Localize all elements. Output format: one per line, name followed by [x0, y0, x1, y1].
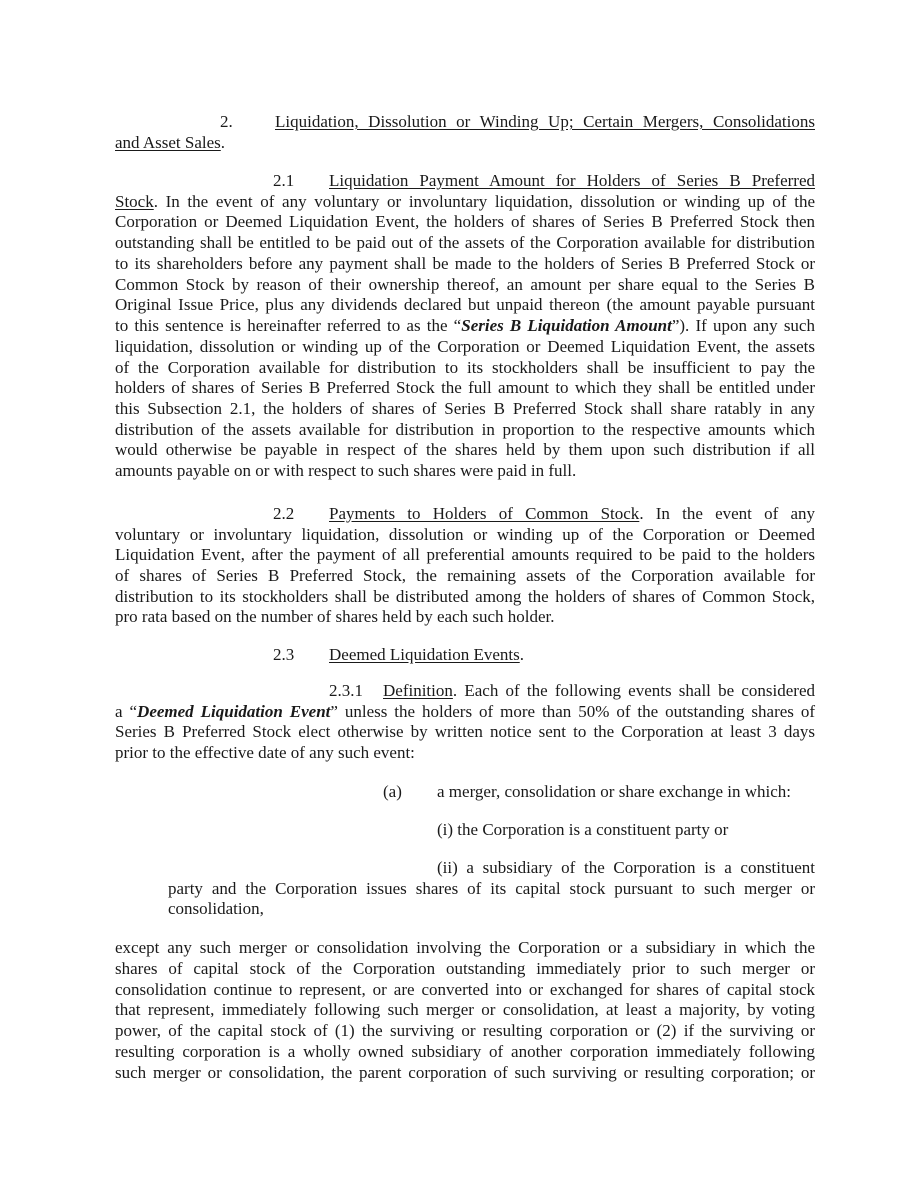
text: . Each of the following events shall be considered — [452, 681, 815, 700]
section-heading-text: and Asset Sales — [115, 133, 221, 152]
subclause-ii-cont: party and the Corporation issues shares of its capital stock pursuant to such merger or — [168, 879, 815, 898]
paragraph-line: except any such merger or consolidation involving the Corporation or a subsidiary in which the — [115, 938, 815, 957]
text: ”). If upon any such — [671, 316, 815, 335]
period: . — [519, 645, 524, 664]
subsection-number: 2.2 — [273, 504, 295, 523]
paragraph-line: Original Issue Price, plus any dividends declared but unpaid thereon (the amount payable pursuant — [115, 295, 815, 314]
paragraph-line: amounts payable on or with respect to such shares were paid in full. — [115, 461, 577, 480]
subsection-number: 2.3.1 — [329, 681, 363, 700]
paragraph-line: such merger or consolidation, the parent corporation of such surviving or resulting corporation; or — [115, 1063, 815, 1082]
text: a “ — [115, 702, 138, 721]
paragraph-line: liquidation, dissolution or winding up of the Corporation or Deemed Liquidation Event, the assets — [115, 337, 815, 356]
subsection-heading-cont: Stock — [115, 192, 154, 211]
paragraph-line: of the Corporation available for distribution to its stockholders shall be insufficient to pay the — [115, 358, 815, 377]
paragraph-line: would otherwise be payable in respect of the shares held by them upon such distribution if all — [115, 440, 815, 459]
defined-term: Deemed Liquidation Event — [137, 702, 331, 721]
paragraph-line: Liquidation Event, after the payment of all preferential amounts required to be paid to the holders — [115, 545, 815, 564]
paragraph-line: that represent, immediately following such merger or consolidation, at least a majority, by voting — [115, 1000, 815, 1019]
paragraph-line: this Subsection 2.1, the holders of shares of Series B Preferred Stock shall share ratably in any — [115, 399, 815, 418]
text: to this sentence is hereinafter referred to as the “ — [115, 316, 462, 335]
subclause-ii: (ii) a subsidiary of the Corporation is a constituent — [437, 858, 815, 877]
text: . In the event of any voluntary or involuntary liquidation, dissolution or winding up of the — [153, 192, 815, 211]
paragraph-line — [115, 191, 815, 213]
subsection-number: 2.1 — [273, 171, 295, 190]
defined-term: Series B Liquidation Amount — [461, 316, 672, 335]
paragraph-line: to its shareholders before any payment shall be made to the holders of Series B Preferred Stock or — [115, 254, 815, 273]
paragraph-line: outstanding shall be entitled to be paid out of the assets of the Corporation available for distribution — [115, 233, 815, 252]
paragraph-line: prior to the effective date of any such event: — [115, 743, 415, 762]
paragraph-line — [329, 503, 815, 525]
subclause-i: (i) the Corporation is a constituent party or — [437, 820, 729, 839]
paragraph-line: distribution to its stockholders shall be distributed among the holders of shares of Common Stock, — [115, 587, 815, 606]
paragraph-line: voluntary or involuntary liquidation, dissolution or winding up of the Corporation or Deemed — [115, 525, 815, 544]
paragraph-line: consolidation continue to represent, or are converted into or exchanged for shares of capital stock — [115, 980, 815, 999]
subsection-heading-line — [329, 644, 815, 666]
paragraph-line: of shares of Series B Preferred Stock, the remaining assets of the Corporation available for — [115, 566, 815, 585]
subsection-heading: Liquidation Payment Amount for Holders of Series B Preferred — [329, 171, 815, 190]
section-number: 2. — [220, 112, 233, 131]
period: . — [220, 133, 226, 152]
paragraph-line: pro rata based on the number of shares held by each such holder. — [115, 607, 555, 626]
paragraph-line: Series B Preferred Stock elect otherwise by written notice sent to the Corporation at least 3 days — [115, 722, 815, 741]
section-heading: Liquidation, Dissolution or Winding Up; Certain Mergers, Consolidations — [275, 112, 815, 131]
clause-label: (a) — [383, 782, 402, 801]
paragraph-line — [383, 680, 815, 702]
text: ” unless the holders of more than 50% of the outstanding shares of — [330, 702, 815, 721]
paragraph-line: distribution of the assets available for distribution in proportion to the respective amounts which — [115, 420, 815, 439]
clause-text: a merger, consolidation or share exchange in which: — [437, 782, 791, 801]
paragraph-line — [115, 315, 815, 337]
paragraph-line: Common Stock by reason of their ownership thereof, an amount per share equal to the Series B — [115, 275, 815, 294]
text: . In the event of any — [639, 504, 815, 523]
paragraph-line: Corporation or Deemed Liquidation Event, the holders of shares of Series B Preferred Stock then — [115, 212, 815, 231]
paragraph-line: holders of shares of Series B Preferred Stock the full amount to which they shall be entitled under — [115, 378, 815, 397]
paragraph-line: power, of the capital stock of (1) the surviving or resulting corporation or (2) if the surviving or — [115, 1021, 815, 1040]
paragraph-line — [115, 701, 815, 723]
subsection-heading: Payments to Holders of Common Stock — [329, 504, 640, 523]
subclause-ii-cont: consolidation, — [168, 899, 264, 918]
section-heading-cont — [115, 132, 815, 154]
paragraph-line: resulting corporation is a wholly owned subsidiary of another corporation immediately following — [115, 1042, 815, 1061]
subsection-number: 2.3 — [273, 645, 295, 664]
paragraph-line: shares of capital stock of the Corporation outstanding immediately prior to such merger or — [115, 959, 815, 978]
subsection-heading: Definition — [383, 681, 453, 700]
subsection-heading: Deemed Liquidation Events — [329, 645, 520, 664]
